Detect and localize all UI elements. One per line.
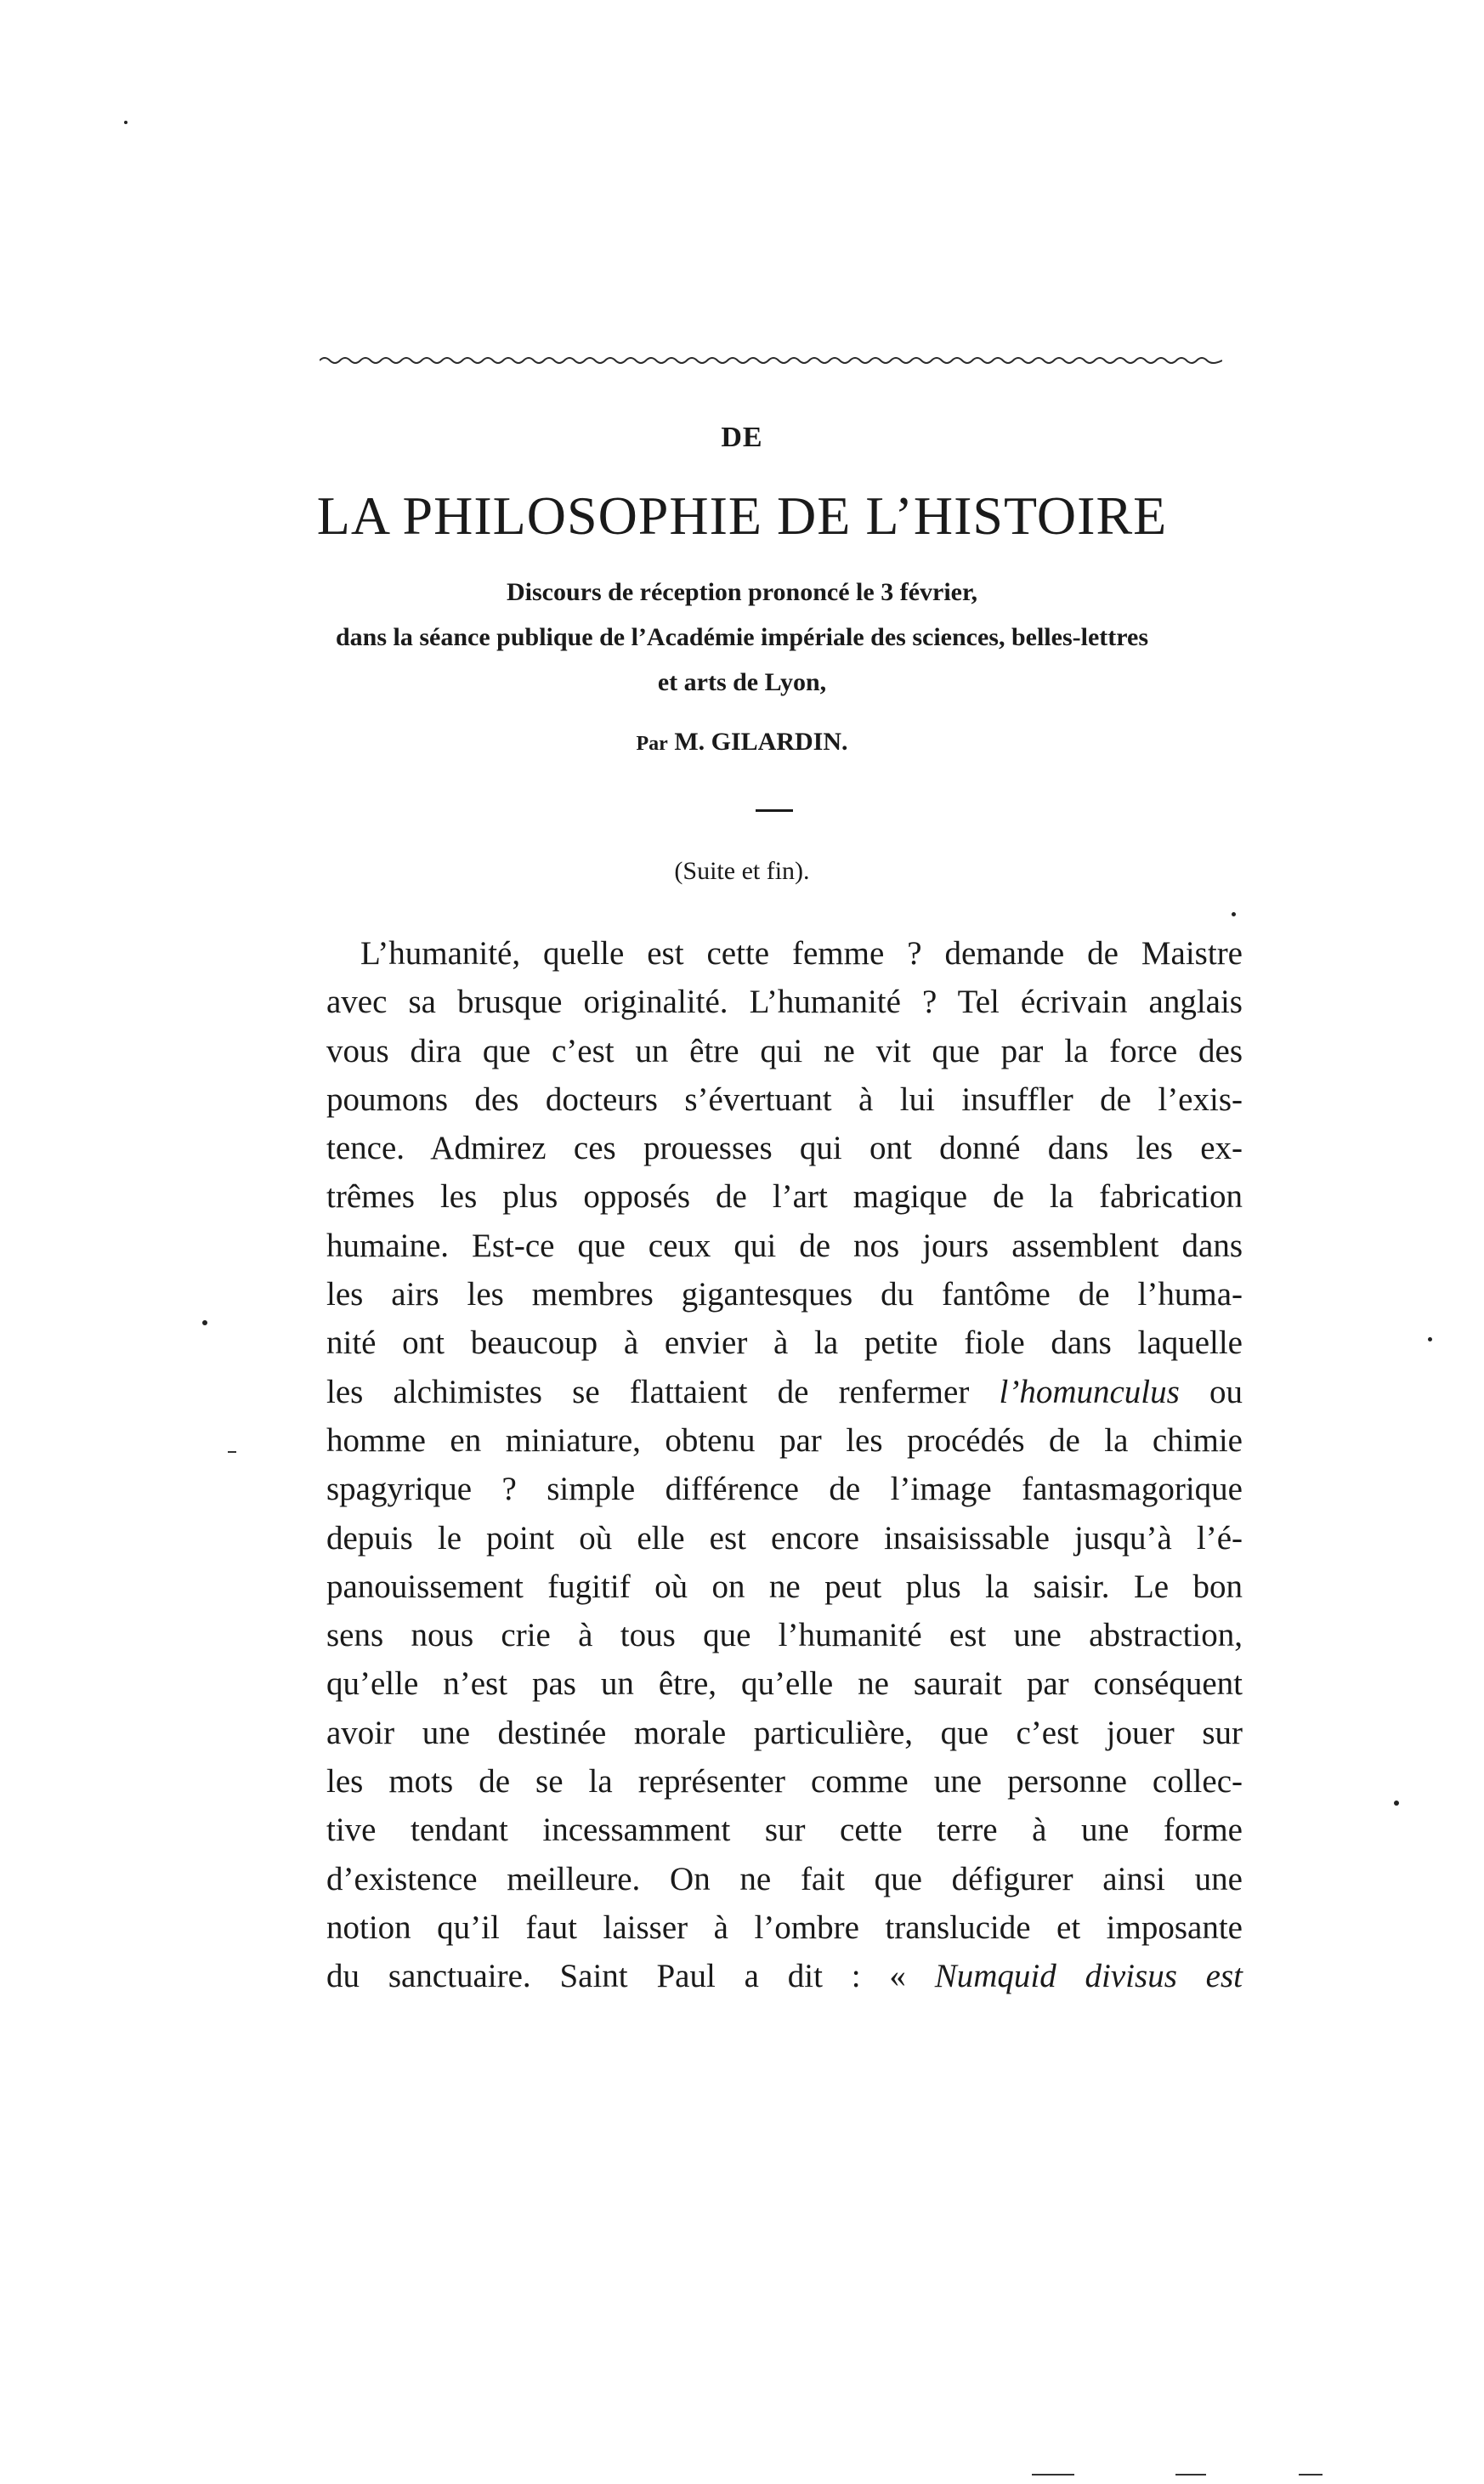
- scan-mark: [228, 1451, 236, 1453]
- scan-speck: [1394, 1801, 1399, 1806]
- body-line: trêmes les plus opposés de l’art magique de la fabrication: [326, 1178, 1243, 1216]
- scan-speck: [1232, 912, 1236, 916]
- body-line: qu’elle n’est pas un être, qu’elle ne saurait par conséquent: [326, 1665, 1243, 1703]
- subtitle-line-3: et arts de Lyon,: [657, 668, 827, 696]
- body-line: spagyrique ? simple différence de l’image fantasmagorique: [326, 1471, 1243, 1508]
- page-title: LA PHILOSOPHIE DE L’HISTOIRE: [316, 485, 1168, 546]
- author-name: M. GILARDIN.: [674, 728, 848, 756]
- body-line: tive tendant incessamment sur cette terre à une forme: [326, 1812, 1243, 1849]
- body-line: sens nous crie à tous que l’humanité est une abstraction,: [326, 1617, 1243, 1654]
- body-line: avec sa brusque originalité. L’humanité ? Tel écrivain anglais: [326, 984, 1243, 1021]
- scan-mark: [1032, 2474, 1074, 2475]
- scan-mark: [1175, 2474, 1206, 2475]
- body-line-last: [326, 1952, 1243, 2000]
- body-line: d’existence meilleure. On ne fait que défigurer ainsi une: [326, 1860, 1243, 1897]
- body-line: nité ont beaucoup à envier à la petite fiole dans laquelle: [326, 1324, 1243, 1362]
- body-line: avoir une destinée morale particulière, que c’est jouer sur: [326, 1714, 1243, 1751]
- author-line: [0, 728, 1484, 757]
- body-line-alchimistes: [326, 1368, 1243, 1416]
- scan-speck: [202, 1320, 207, 1325]
- scan-speck: [1428, 1337, 1432, 1341]
- body-line: humaine. Est-ce que ceux qui de nos jours assemblent dans: [326, 1227, 1243, 1264]
- scan-mark: [1299, 2474, 1323, 2475]
- scan-speck: [124, 121, 127, 124]
- text-segment: ou: [1209, 1373, 1243, 1410]
- body-line: homme en miniature, obtenu par les procédés de la chimie: [326, 1421, 1243, 1459]
- body-line: tence. Admirez ces prouesses qui ont donné dans les ex-: [326, 1130, 1243, 1167]
- text-segment: du sanctuaire. Saint Paul a dit : «: [326, 1958, 906, 1995]
- body-line: poumons des docteurs s’évertuant à lui insuffler de l’exis-: [326, 1080, 1243, 1118]
- body-line: notion qu’il faut laisser à l’ombre translucide et imposante: [326, 1908, 1243, 1946]
- decorative-wavy-rule: [320, 353, 1222, 368]
- italic-term: l’homunculus: [999, 1373, 1180, 1410]
- body-line: panouissement fugitif où on ne peut plus la saisir. Le bon: [326, 1568, 1243, 1605]
- italic-quote: Numquid divisus est: [934, 1958, 1243, 1995]
- heading-de: DE: [721, 422, 763, 453]
- subtitle-line-1: Discours de réception prononcé le 3 février,: [506, 578, 978, 606]
- author-prefix: Par: [636, 733, 668, 755]
- text-segment: les alchimistes se flattaient de renfermer: [326, 1373, 970, 1410]
- body-line: L’humanité, quelle est cette femme ? demande de Maistre: [360, 935, 1243, 972]
- body-line: les airs les membres gigantesques du fantôme de l’huma-: [326, 1276, 1243, 1313]
- body-line: depuis le point où elle est encore insaisissable jusqu’à l’é-: [326, 1519, 1243, 1557]
- separator-dash: [756, 809, 793, 812]
- body-line: vous dira que c’est un être qui ne vit que par la force des: [326, 1032, 1243, 1069]
- body-paragraph: [326, 929, 1243, 2001]
- subtitle-line-2: dans la séance publique de l’Académie impériale des sciences, belles-lettres: [335, 623, 1148, 651]
- continuation-note: (Suite et fin).: [674, 857, 810, 885]
- body-line: les mots de se la représenter comme une personne collec-: [326, 1763, 1243, 1801]
